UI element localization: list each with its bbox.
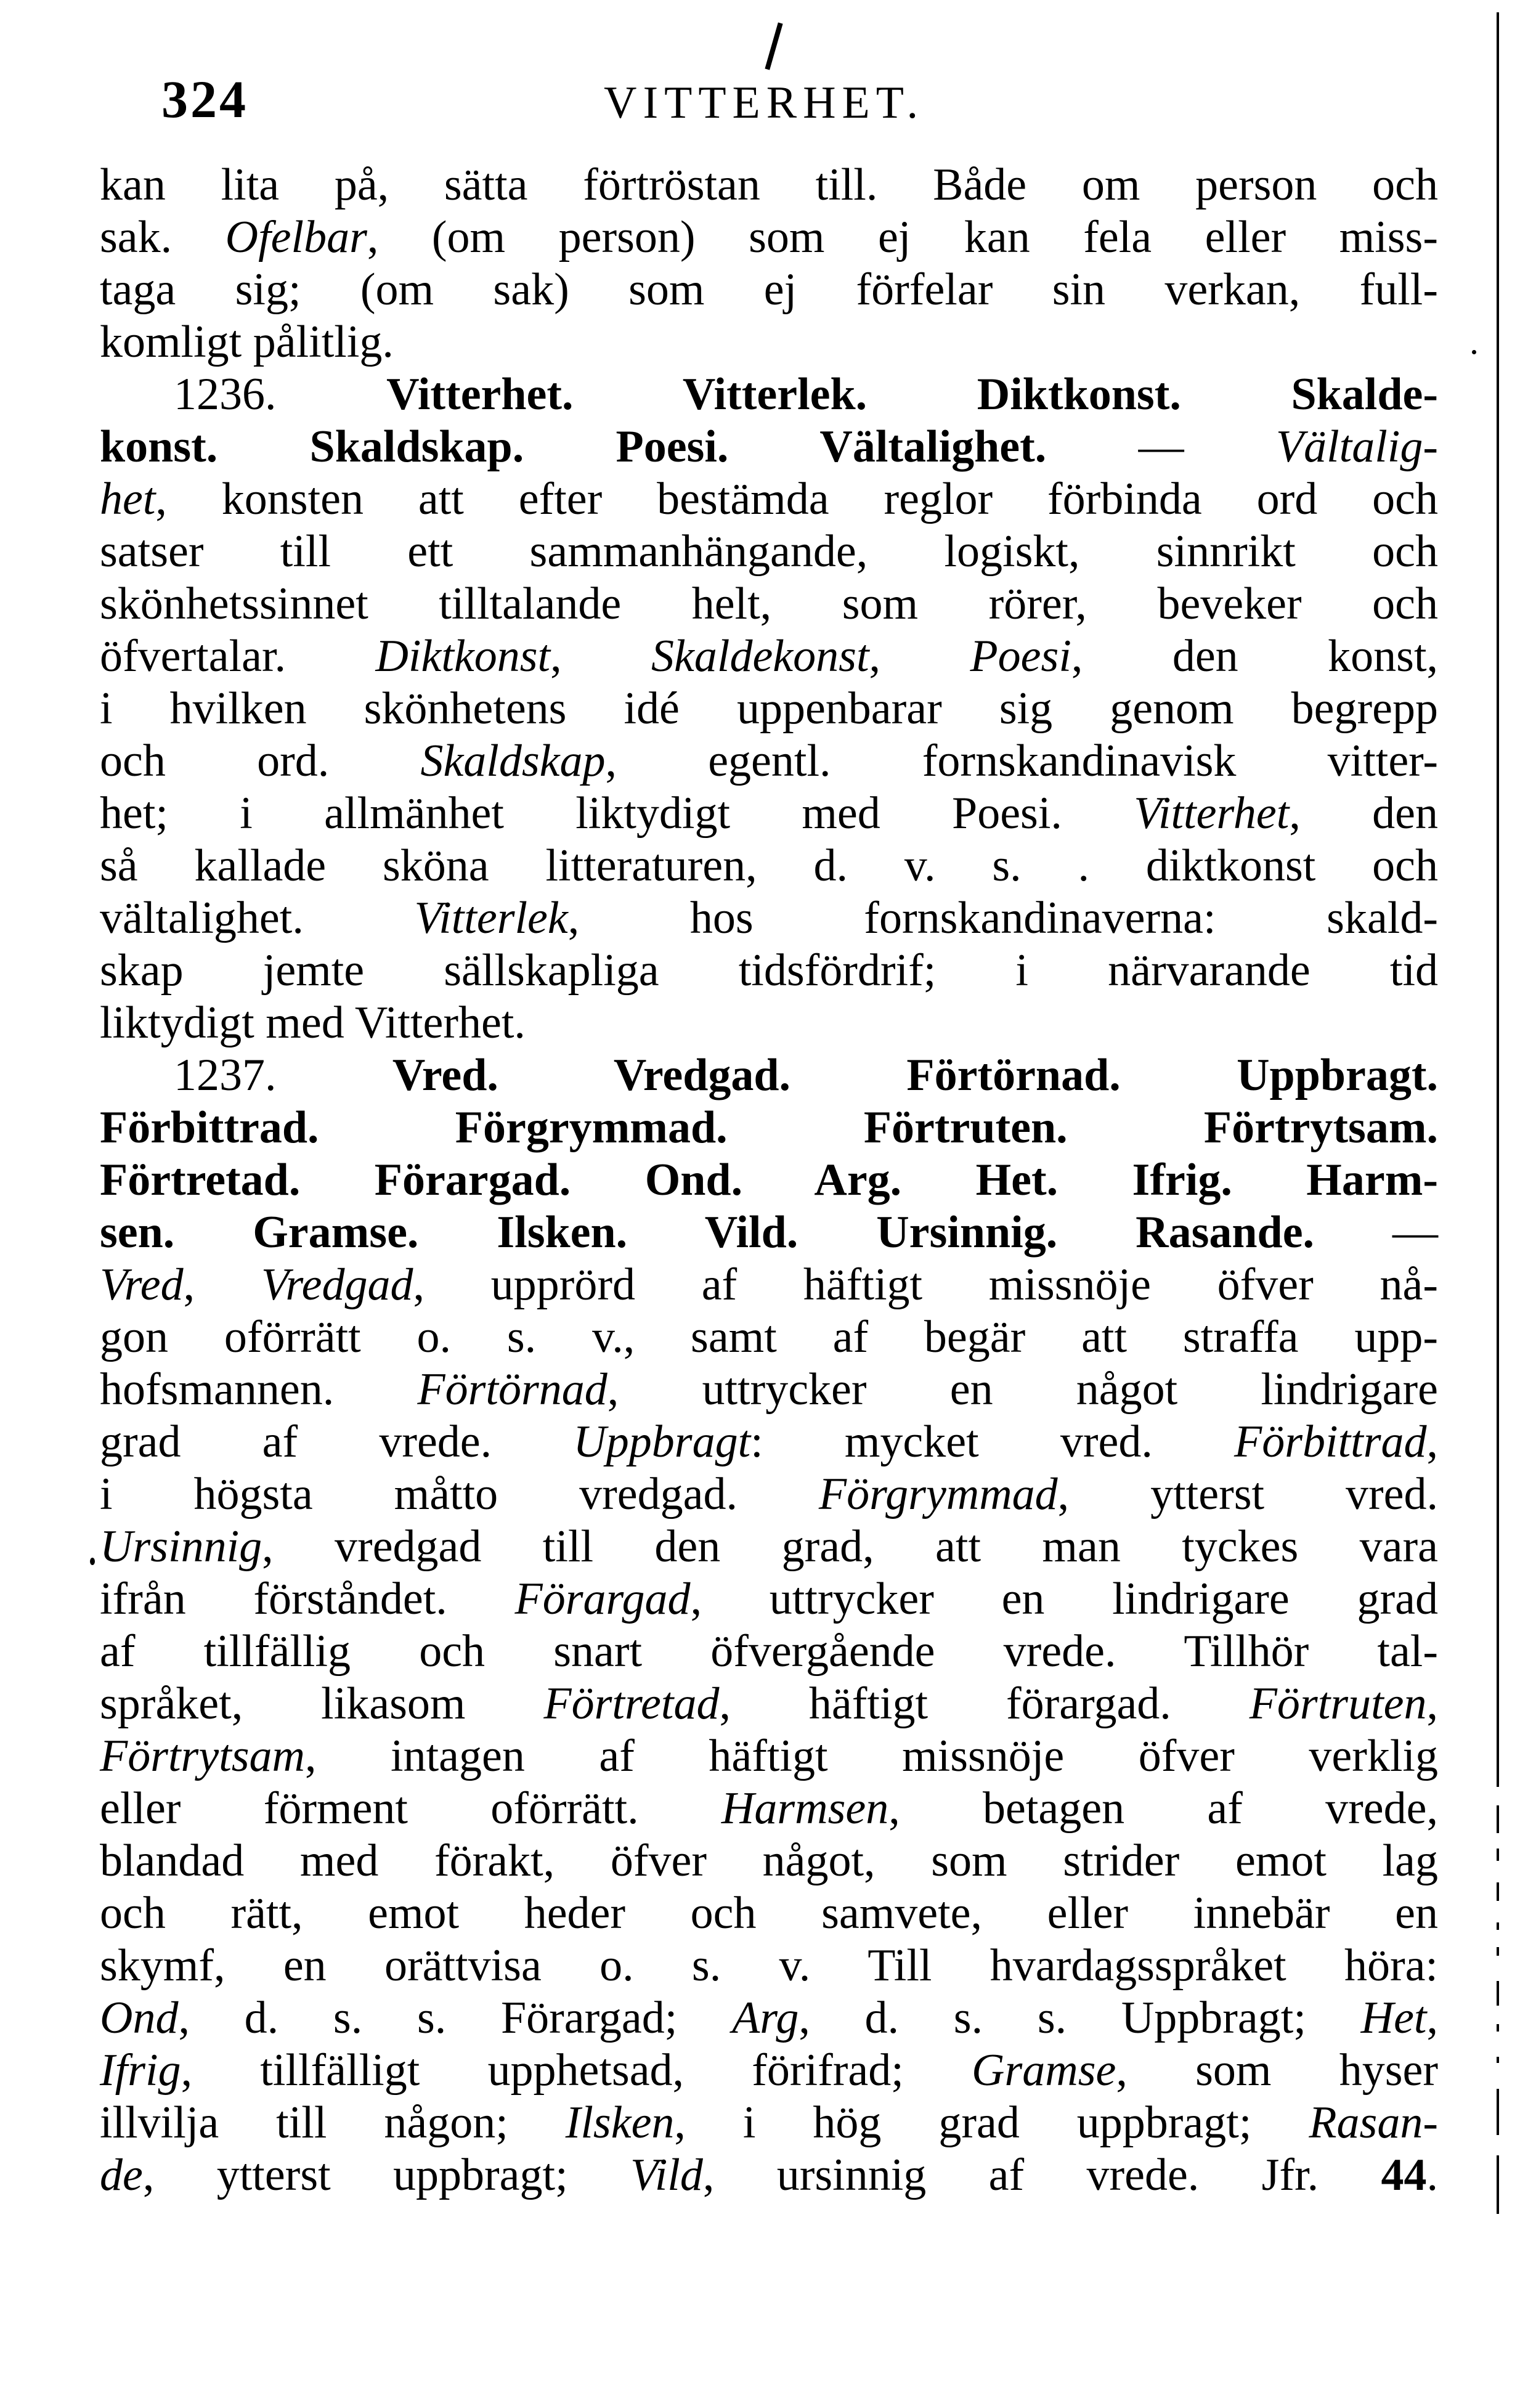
scan-edge-line-segment [1497,1805,1499,1833]
text-line [100,1311,1438,1364]
text-segment: — [1314,1207,1439,1258]
text-segment: af tillfällig och snart öfvergående vrede. Tillhör tal- [100,1626,1438,1677]
text-line [100,1835,1438,1887]
text-line [100,1102,1438,1154]
text-segment: Vild [630,2150,703,2200]
text-segment: illvilja till någon; [100,2097,566,2148]
text-segment: Vredgad [261,1259,413,1310]
text-segment: eller förment oförrätt. [100,1783,721,1834]
text-line [100,630,1438,683]
text-segment: , [183,1259,261,1310]
text-line [100,2097,1438,2149]
text-line [100,1887,1438,1940]
text-segment: — [1046,421,1276,472]
text-segment: , vredgad till den grad, att man tyckes vara [262,1521,1438,1572]
text-segment: , [1426,1993,1438,2043]
text-segment: Ond [100,1993,179,2043]
text-segment: , intagen af häftigt missnöje öfver verklig [305,1731,1438,1781]
text-segment: , häftigt förargad. [719,1678,1250,1729]
text-segment: , [1426,1678,1438,1729]
ink-speck [1472,350,1476,354]
scan-edge-line-segment [1497,2155,1499,2214]
text-segment: Förtruten [1249,1678,1427,1729]
text-segment: Förtörnad [417,1364,608,1415]
text-segment: , egentl. fornskandinavisk vitter- [605,736,1438,786]
text-segment: , betagen af vrede, [888,1783,1438,1834]
ink-speck [90,1558,95,1565]
text-segment: , den konst, [1071,631,1439,681]
text-segment: , d. s. s. Uppbragt; [799,1993,1361,2043]
text-segment: Vitterhet [1134,788,1290,839]
text-line [100,892,1438,945]
scan-edge-line-segment [1497,1849,1499,1861]
text-line [100,316,1438,368]
text-segment: sak. [100,212,226,262]
text-line [100,473,1438,526]
text-segment: het [100,474,156,524]
scan-edge-line-segment [1497,2089,1499,2135]
text-segment: Förtretad [543,1678,720,1729]
text-segment: ifrån förståndet. [100,1574,515,1624]
text-segment: hofsmannen. [100,1364,418,1415]
text-segment: : mycket vred. [750,1417,1235,1467]
scan-edge-line-segment [1497,2057,1499,2063]
text-segment: och ord. [100,736,421,786]
scan-edge-line-segment [1497,1947,1499,1956]
text-segment: liktydigt med Vitterhet. [100,998,526,1048]
scan-slash-artifact [765,22,782,70]
text-segment: öfvertalar. [100,631,376,681]
text-segment: Ilsken [565,2097,675,2148]
text-segment: 1237. [174,1050,392,1100]
text-segment: , [869,631,970,681]
text-segment: , ursinnig af vrede. Jfr. [702,2150,1381,2200]
text-line [100,1259,1438,1311]
scan-edge-line-segment [1497,1922,1499,1930]
text-segment: Gramse [972,2045,1116,2096]
text-segment: Rasan- [1309,2097,1438,2148]
text-segment: så kallade sköna litteraturen, d. v. s. . diktkonst och [100,840,1438,891]
text-line [100,211,1438,264]
text-segment: , uttrycker en något lindrigare [607,1364,1438,1415]
scan-edge-line-segment [1497,1882,1499,1901]
text-segment: , upprörd af häftigt missnöje öfver nå- [413,1259,1438,1310]
text-line [100,264,1438,316]
text-line [100,159,1438,211]
text-segment: Ofelbar [225,212,367,262]
text-line [100,1730,1438,1783]
text-segment: , tillfälligt upphetsad, förifrad; [181,2045,972,2096]
text-line [100,1940,1438,1992]
text-line [100,1678,1438,1730]
text-segment: Vitterhet. Vitterlek. Diktkonst. Skalde- [386,369,1438,420]
text-segment: Vältalig- [1275,421,1439,472]
text-segment: Poesi [970,631,1071,681]
text-block [100,159,1438,2202]
text-segment: komligt pålitlig. [100,317,394,367]
text-segment: kan lita på, sätta förtröstan till. Både om person och [100,160,1438,210]
text-segment: och rätt, emot heder och samvete, eller innebär en [100,1888,1438,1938]
text-line [100,1364,1438,1416]
text-segment: Förbittrad. Förgrymmad. Förtruten. Förtrytsam. [100,1102,1438,1153]
text-line [100,840,1438,892]
text-segment: , ytterst uppbragt; [142,2150,630,2200]
text-segment: het; i allmänhet liktydigt med Poesi. [100,788,1134,839]
text-segment: konst. Skaldskap. Poesi. Vältalighet. [100,421,1047,472]
text-line [100,1625,1438,1678]
text-segment: Skaldskap [420,736,606,786]
running-head: VITTERHET. [604,78,924,128]
text-segment: satser till ett sammanhängande, logiskt, sinnrikt och [100,526,1438,577]
text-segment: Skaldekonst [651,631,869,681]
text-segment: vältalighet. [100,893,415,943]
text-segment: i högsta måtto vredgad. [100,1469,819,1519]
scan-edge-line-segment [1497,12,1499,1787]
text-segment: Diktkonst [375,631,551,681]
text-segment: , d. s. s. Förargad; [178,1993,733,2043]
text-segment: , hos fornskandinaverna: skald- [567,893,1438,943]
text-segment: Förbittrad [1234,1417,1427,1467]
text-segment: , den [1289,788,1438,839]
text-segment: Uppbragt [573,1417,751,1467]
text-line [100,2149,1438,2202]
text-segment: gon oförrätt o. s. v., samt af begär att straffa upp- [100,1312,1438,1362]
text-segment: skap jemte sällskapliga tidsfördrif; i närvarande tid [100,945,1438,996]
text-segment: Vred. Vredgad. Förtörnad. Uppbragt. [392,1050,1439,1100]
text-segment: Ifrig [100,2045,181,2096]
text-line [100,997,1438,1049]
text-segment: . [1426,2150,1438,2200]
text-line [100,1992,1438,2044]
text-line [100,1468,1438,1521]
text-segment: , [1426,1417,1438,1467]
text-segment: Förtrytsam [100,1731,305,1781]
text-line [100,526,1438,578]
text-segment: Harmsen [721,1783,889,1834]
text-line [100,787,1438,840]
text-line [100,1049,1438,1102]
text-segment: Förargad [514,1574,691,1624]
text-line [100,1783,1438,1835]
text-line [100,2044,1438,2097]
text-segment: , som hyser [1116,2045,1438,2096]
text-line [100,1154,1438,1206]
text-segment: de [100,2150,143,2200]
text-segment: skönhetssinnet tilltalande helt, som rörer, beveker och [100,579,1438,629]
text-segment: Het [1360,1993,1427,2043]
text-line [100,683,1438,735]
text-line [100,1416,1438,1468]
text-segment: skymf, en orättvisa o. s. v. Till hvardagsspråket höra: [100,1940,1438,1991]
text-line [100,735,1438,787]
scan-edge-line-segment [1497,1981,1499,2006]
page-number: 324 [161,70,248,129]
text-segment: grad af vrede. [100,1417,574,1467]
text-segment: Arg [732,1993,799,2043]
text-segment: Förgrymmad [818,1469,1058,1519]
text-segment: sen. Gramse. Ilsken. Vild. Ursinnig. Rasande. [100,1207,1315,1258]
text-line [100,578,1438,630]
text-line [100,1521,1438,1573]
text-segment: , konsten att efter bestämda reglor förbinda ord och [155,474,1438,524]
text-segment: , (om person) som ej kan fela eller miss- [367,212,1438,262]
text-line [100,945,1438,997]
text-segment: , [550,631,652,681]
text-segment: , uttrycker en lindrigare grad [690,1574,1438,1624]
text-segment: taga sig; (om sak) som ej förfelar sin verkan, full- [100,264,1438,315]
text-line [100,1573,1438,1625]
text-segment: språket, likasom [100,1678,544,1729]
text-segment: , i hög grad uppbragt; [674,2097,1309,2148]
text-segment: 1236. [174,369,387,420]
text-line [100,368,1438,421]
scan-edge-line-segment [1497,2024,1499,2032]
text-line [100,421,1438,473]
text-segment: Förtretad. Förargad. Ond. Arg. Het. Ifrig. Harm- [100,1155,1438,1205]
text-segment: Vitterlek [414,893,568,943]
text-segment: i hvilken skönhetens idé uppenbarar sig genom begrepp [100,683,1438,734]
text-line [100,1206,1438,1259]
text-segment: Ursinnig [100,1521,262,1572]
text-segment: , ytterst vred. [1057,1469,1439,1519]
text-segment: Vred [100,1259,184,1310]
text-segment: blandad med förakt, öfver något, som strider emot lag [100,1836,1438,1886]
text-segment: 44 [1381,2150,1427,2200]
